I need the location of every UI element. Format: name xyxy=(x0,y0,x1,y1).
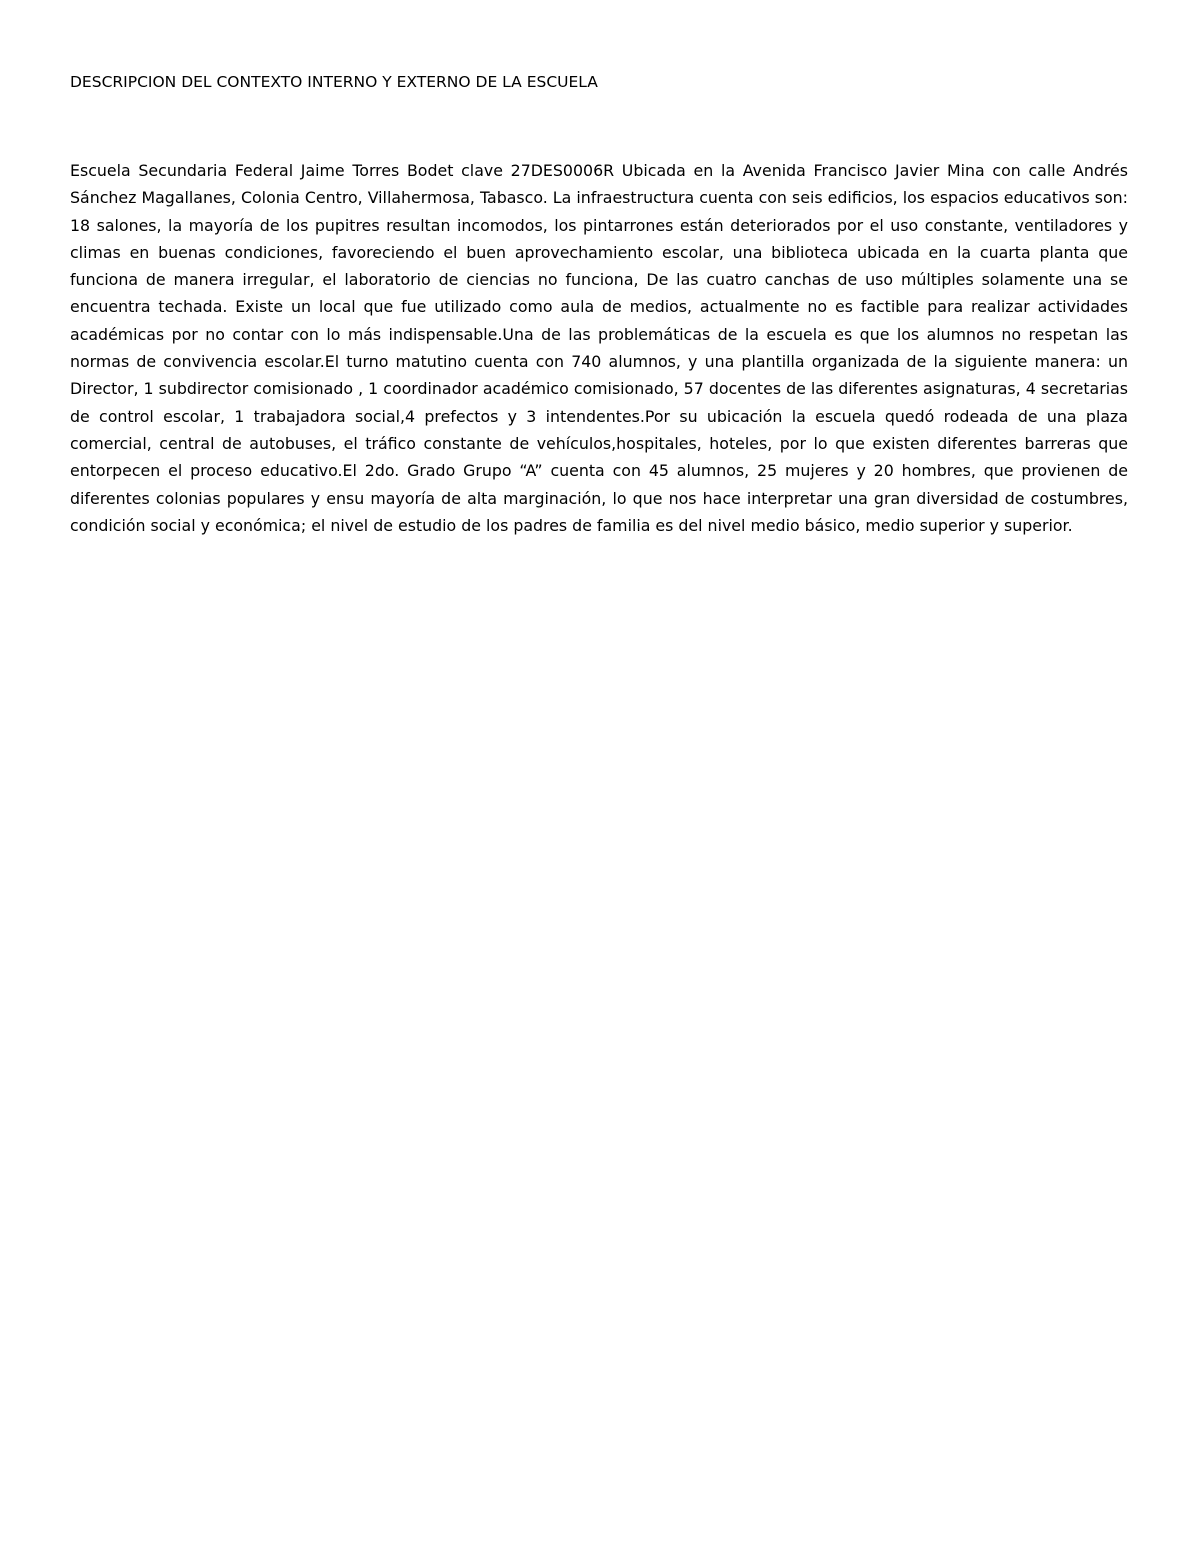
document-title: DESCRIPCION DEL CONTEXTO INTERNO Y EXTERNO DE LA ESCUELA xyxy=(70,73,598,91)
document-body-paragraph: Escuela Secundaria Federal Jaime Torres Bodet clave 27DES0006R Ubicada en la Avenida Francisco Javier Mina con calle Andrés Sánchez Magallanes, Colonia Centro, Villahermosa, Tabasco. La infraestructura cuenta con seis edificios, los espacios educativos son: 18 salones, la mayoría de los pupitres resultan incomodos, los pintarrones están deteriorados por el uso constante, ventiladores y climas en buenas condiciones, favoreciendo el buen aprovechamiento escolar, una biblioteca ubicada en la cuarta planta que funciona de manera irregular, el laboratorio de ciencias no funciona, De las cuatro canchas de uso múltiples solamente una se encuentra techada. Existe un local que fue utilizado como aula de medios, actualmente no es factible para realizar actividades académicas por no contar con lo más indispensable.Una de las problemáticas de la escuela es que los alumnos no respetan las normas de convivencia escolar.El turno matutino cuenta con 740 alumnos, y una plantilla organizada de la siguiente manera: un Director, 1 subdirector comisionado , 1 coordinador académico comisionado, 57 docentes de las diferentes asignaturas, 4 secretarias de control escolar, 1 trabajadora social,4 prefectos y 3 intendentes.Por su ubicación la escuela quedó rodeada de una plaza comercial, central de autobuses, el tráfico constante de vehículos,hospitales, hoteles, por lo que existen diferentes barreras que entorpecen el proceso educativo.El 2do. Grado Grupo “A” cuenta con 45 alumnos, 25 mujeres y 20 hombres, que provienen de diferentes colonias populares y ensu mayoría de alta marginación, lo que nos hace interpretar una gran diversidad de costumbres, condición social y económica; el nivel de estudio de los padres de familia es del nivel medio básico, medio superior y superior. xyxy=(70,161,1128,535)
